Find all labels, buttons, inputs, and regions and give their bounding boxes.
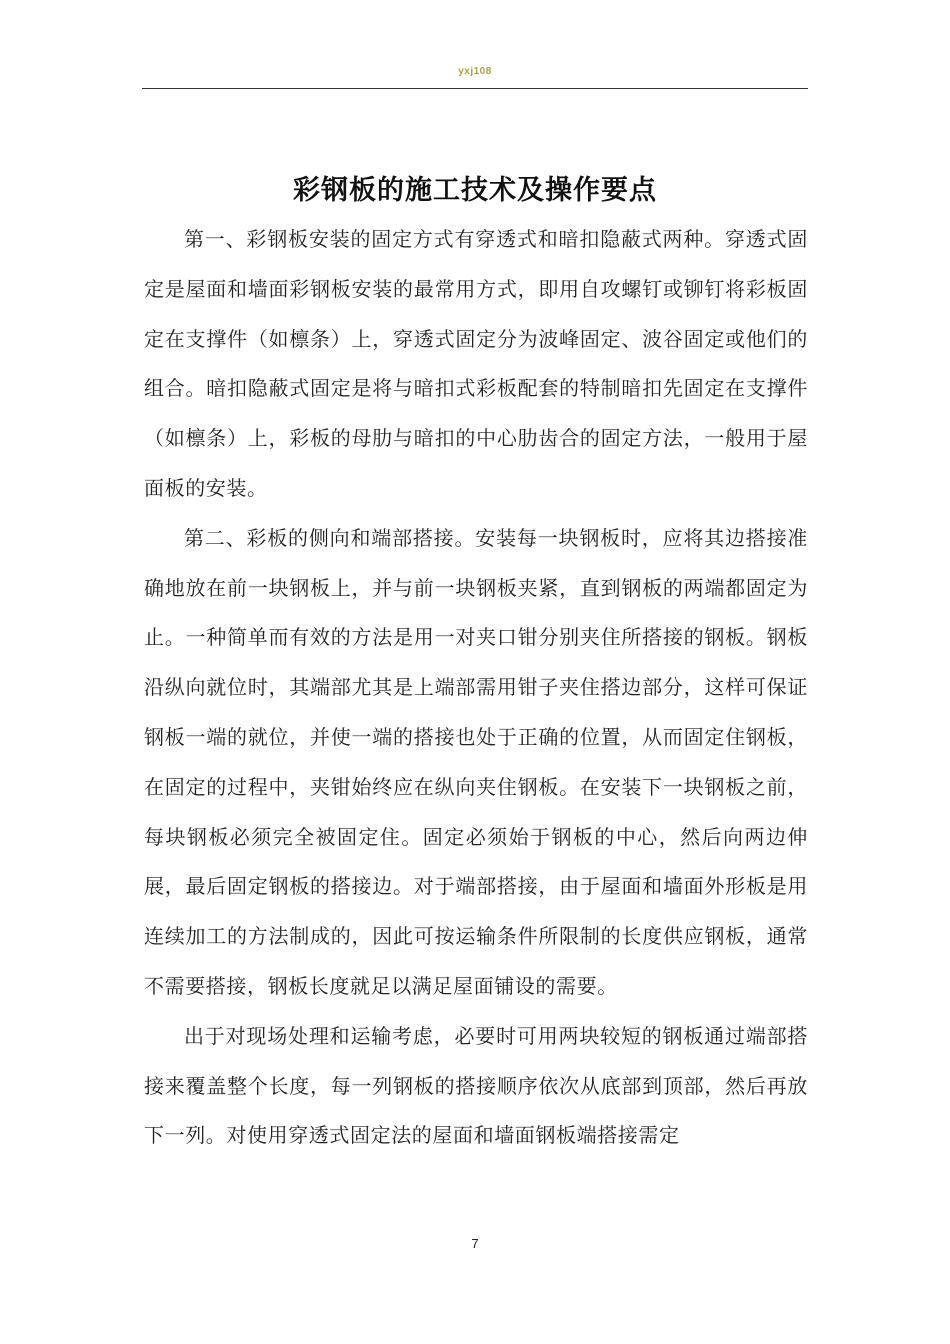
paragraph-2: 第二、彩板的侧向和端部搭接。安装每一块钢板时，应将其边搭接准确地放在前一块钢板上，并与前一块钢板夹紧，直到钢板的两端都固定为止。一种简单而有效的方法是用一对夹口钳分别夹住所搭接的钢板。钢板沿纵向就位时，其端部尤其是上端部需用钳子夹住搭边部分，这样可保证钢板一端的就位，并使一端的搭接也处于正确的位置，从而固定住钢板，在固定的过程中，夹钳始终应在纵向夹住钢板。在安装下一块钢板之前，每块钢板必须完全被固定住。固定必须始于钢板的中心，然后向两边伸展，最后固定钢板的搭接边。对于端部搭接，由于屋面和墙面外形板是用连续加工的方法制成的，因此可按运输条件所限制的长度供应钢板，通常不需要搭接，钢板长度就足以满足屋面铺设的需要。 [144, 525, 808, 998]
document-body [144, 215, 808, 1161]
document-title: 彩钢板的施工技术及操作要点 [293, 175, 657, 206]
running-header: yxj108 [458, 66, 492, 77]
paragraph-1: 第一、彩钢板安装的固定方式有穿透式和暗扣隐蔽式两种。穿透式固定是屋面和墙面彩钢板安装的最常用方式，即用自攻螺钉或铆钉将彩板固定在支撑件（如檩条）上，穿透式固定分为波峰固定、波谷固定或他们的组合。暗扣隐蔽式固定是将与暗扣式彩板配套的特制暗扣先固定在支撑件（如檩条）上，彩板的母肋与暗扣的中心肋齿合的固定方法，一般用于屋面板的安装。 [144, 227, 808, 500]
header-divider [142, 88, 808, 89]
page-number: 7 [471, 1236, 479, 1251]
paragraph-3: 出于对现场处理和运输考虑，必要时可用两块较短的钢板通过端部搭接来覆盖整个长度，每一列钢板的搭接顺序依次从底部到顶部，然后再放下一列。对使用穿透式固定法的屋面和墙面钢板端搭接需定 [144, 1023, 808, 1148]
